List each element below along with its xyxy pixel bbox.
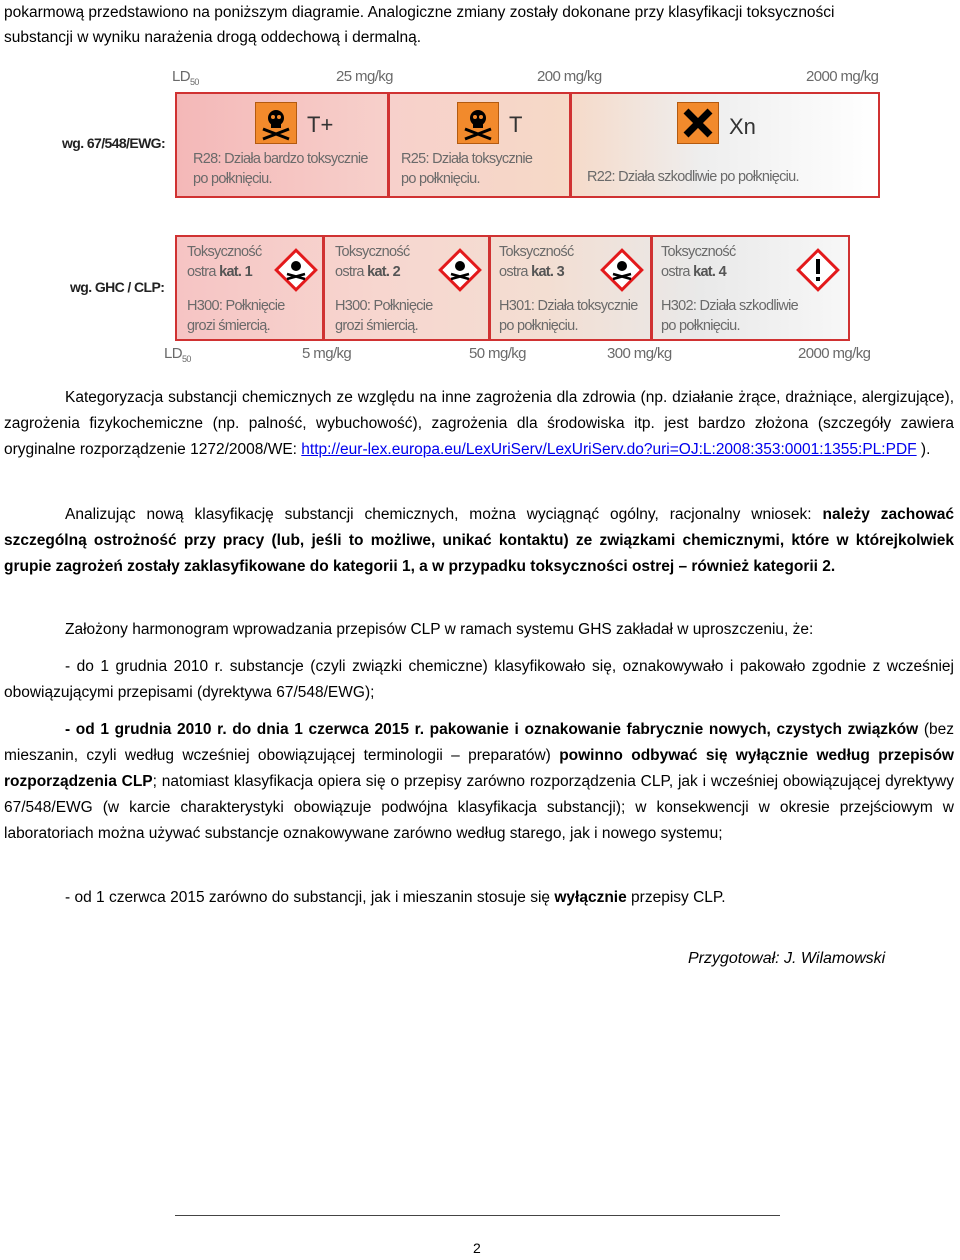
- paragraph-from-2015: - od 1 czerwca 2015 zarówno do substancji, jak i mieszanin stosuje się wyłącznie przepisy CLP.: [65, 889, 726, 906]
- clp-kat2-cat-line2: ostra kat. 2: [335, 264, 400, 280]
- ewg-r25-line2: po połknięciu.: [401, 171, 480, 187]
- ewg-code-xn: Xn: [729, 114, 756, 139]
- ghs-exclamation-icon: [795, 247, 841, 293]
- clp-kat1-h-line1: H300: Połknięcie: [187, 298, 285, 314]
- clp-kat4-h-line1: H302: Działa szkodliwie: [661, 298, 799, 314]
- clp-kat3-cat-line2: ostra kat. 3: [499, 264, 564, 280]
- ewg-code-t: T: [509, 112, 523, 137]
- x-cross-orange-icon: [677, 102, 719, 144]
- clp-kat1-cat-line2: ostra kat. 1: [187, 264, 252, 280]
- skull-crossbones-orange-icon: [255, 102, 297, 144]
- clp-kat4-cat-line2: ostra kat. 4: [661, 264, 726, 280]
- ewg-r22-line1: R22: Działa szkodliwie po połknięciu.: [587, 169, 799, 185]
- clp-band: [175, 235, 850, 341]
- clp-kat3-h-line2: po połknięciu.: [499, 318, 578, 334]
- intro-line-2: substancji w wyniku narażenia drogą oddechową i dermalną.: [4, 29, 422, 46]
- bottom-scale-2000: 2000 mg/kg: [798, 345, 871, 362]
- ewg-code-tplus: T+: [307, 112, 334, 137]
- ld50-top-label: $LD_{50}$: [172, 68, 199, 87]
- clp-kat2-cat-line1: Toksyczność: [335, 244, 410, 260]
- skull-crossbones-orange-icon: [457, 102, 499, 144]
- paragraph-2010-2015: - od 1 grudnia 2010 r. do dnia 1 czerwca 2015 r. pakowanie i oznakowanie fabrycznie nowych, czystych związków (bez mieszanin, czyli według wcześniej obowiązującej terminologii – preparatów) powinno odbywać się wyłącznie według przepisów rozporządzenia CLP; natomiast klasyfikacja opiera się o przepisy zarówno rozporządzenia CLP, jak i wcześniej obowiązującej dyrektywy 67/548/EWG (w karcie charakterystyki obowiązuje podwójna klasyfikacja substancji); w konsekwencji w okresie przejściowym w laboratoriach można używać substancje oznakowywane zarówno według starego, jak i nowego systemu;: [4, 721, 954, 842]
- ewg-band: [175, 92, 880, 198]
- ewg-r25-line1: R25: Działa toksycznie: [401, 151, 533, 167]
- top-scale-2000: 2000 mg/kg: [806, 68, 879, 85]
- top-scale-25: 25 mg/kg: [336, 68, 393, 85]
- intro-line-1: pokarmową przedstawiono na poniższym diagramie. Analogiczne zmiany zostały dokonane przy klasyfikacji toksyczności: [4, 4, 835, 21]
- ghs-skull-icon: [437, 247, 483, 293]
- paragraph-analysis: Analizując nową klasyfikację substancji chemicznych, można wyciągnąć ogólny, racjonalny wniosek: należy zachować szczególną ostrożność przy pracy (lub, jeśli to możliwe, unikać kontaktu) ze związkami chemicznymi, które w którejkolwiek grupie zagrożeń zostały zaklasyfikowane do kategorii 1, a w przypadku toksyczności ostrej – również kategorii 2.: [4, 506, 954, 575]
- clp-kat4-h-line2: po połknięciu.: [661, 318, 740, 334]
- ewg-r28-line1: R28: Działa bardzo toksycznie: [193, 151, 368, 167]
- clp-kat1-h-line2: grozi śmiercią.: [187, 318, 270, 334]
- bottom-scale-5: 5 mg/kg: [302, 345, 352, 362]
- clp-kat3-cat-line1: Toksyczność: [499, 244, 574, 260]
- bottom-scale-50: 50 mg/kg: [469, 345, 526, 362]
- bottom-scale-300: 300 mg/kg: [607, 345, 672, 362]
- clp-system-label: wg. GHC / CLP:: [70, 279, 165, 295]
- ewg-r28-line2: po połknięciu.: [193, 171, 272, 187]
- page-number: 2: [473, 1240, 481, 1256]
- paragraph-schedule-intro: Założony harmonogram wprowadzania przepisów CLP w ramach systemu GHS zakładał w uproszczeniu, że:: [65, 621, 814, 638]
- paragraph-until-2010: - do 1 grudnia 2010 r. substancje (czyli związki chemiczne) klasyfikowało się, oznakowywało i pakowało zgodnie z wcześniej obowiązującymi przepisami (dyrektywa 67/548/EWG);: [4, 658, 954, 701]
- clp-kat1-cat-line1: Toksyczność: [187, 244, 262, 260]
- ewg-system-label: wg. 67/548/EWG:: [62, 135, 166, 151]
- toxicity-classification-diagram: [0, 62, 960, 372]
- paragraph-categorization: Kategoryzacja substancji chemicznych ze względu na inne zagrożenia dla zdrowia (np. działanie żrące, drażniące, alergizujące), zagrożenia fizykochemiczne (np. palność, wybuchowość), zagrożenia dla środowiska itp. jest bardzo złożona (szczegóły zawiera oryginalne rozporządzenie 1272/2008/WE: http://eur-lex.europa.eu/LexUriServ/LexUriServ.do?uri=OJ:L:2008:353:0001:1355:PL:PDF ).: [4, 389, 954, 458]
- clp-kat4-cat-line1: Toksyczność: [661, 244, 736, 260]
- signature: Przygotował: J. Wilamowski: [688, 950, 886, 967]
- ld50-bottom-label: $LD_{50}$: [164, 345, 191, 364]
- clp-kat2-h-line1: H300: Połknięcie: [335, 298, 433, 314]
- ghs-skull-icon: [599, 247, 645, 293]
- top-scale-200: 200 mg/kg: [537, 68, 602, 85]
- footer-divider: [175, 1215, 780, 1216]
- eur-lex-link[interactable]: http://eur-lex.europa.eu/LexUriServ/LexUriServ.do?uri=OJ:L:2008:353:0001:1355:PL:PDF: [301, 441, 917, 458]
- clp-kat3-h-line1: H301: Działa toksycznie: [499, 298, 638, 314]
- ghs-skull-icon: [273, 247, 319, 293]
- clp-kat2-h-line2: grozi śmiercią.: [335, 318, 418, 334]
